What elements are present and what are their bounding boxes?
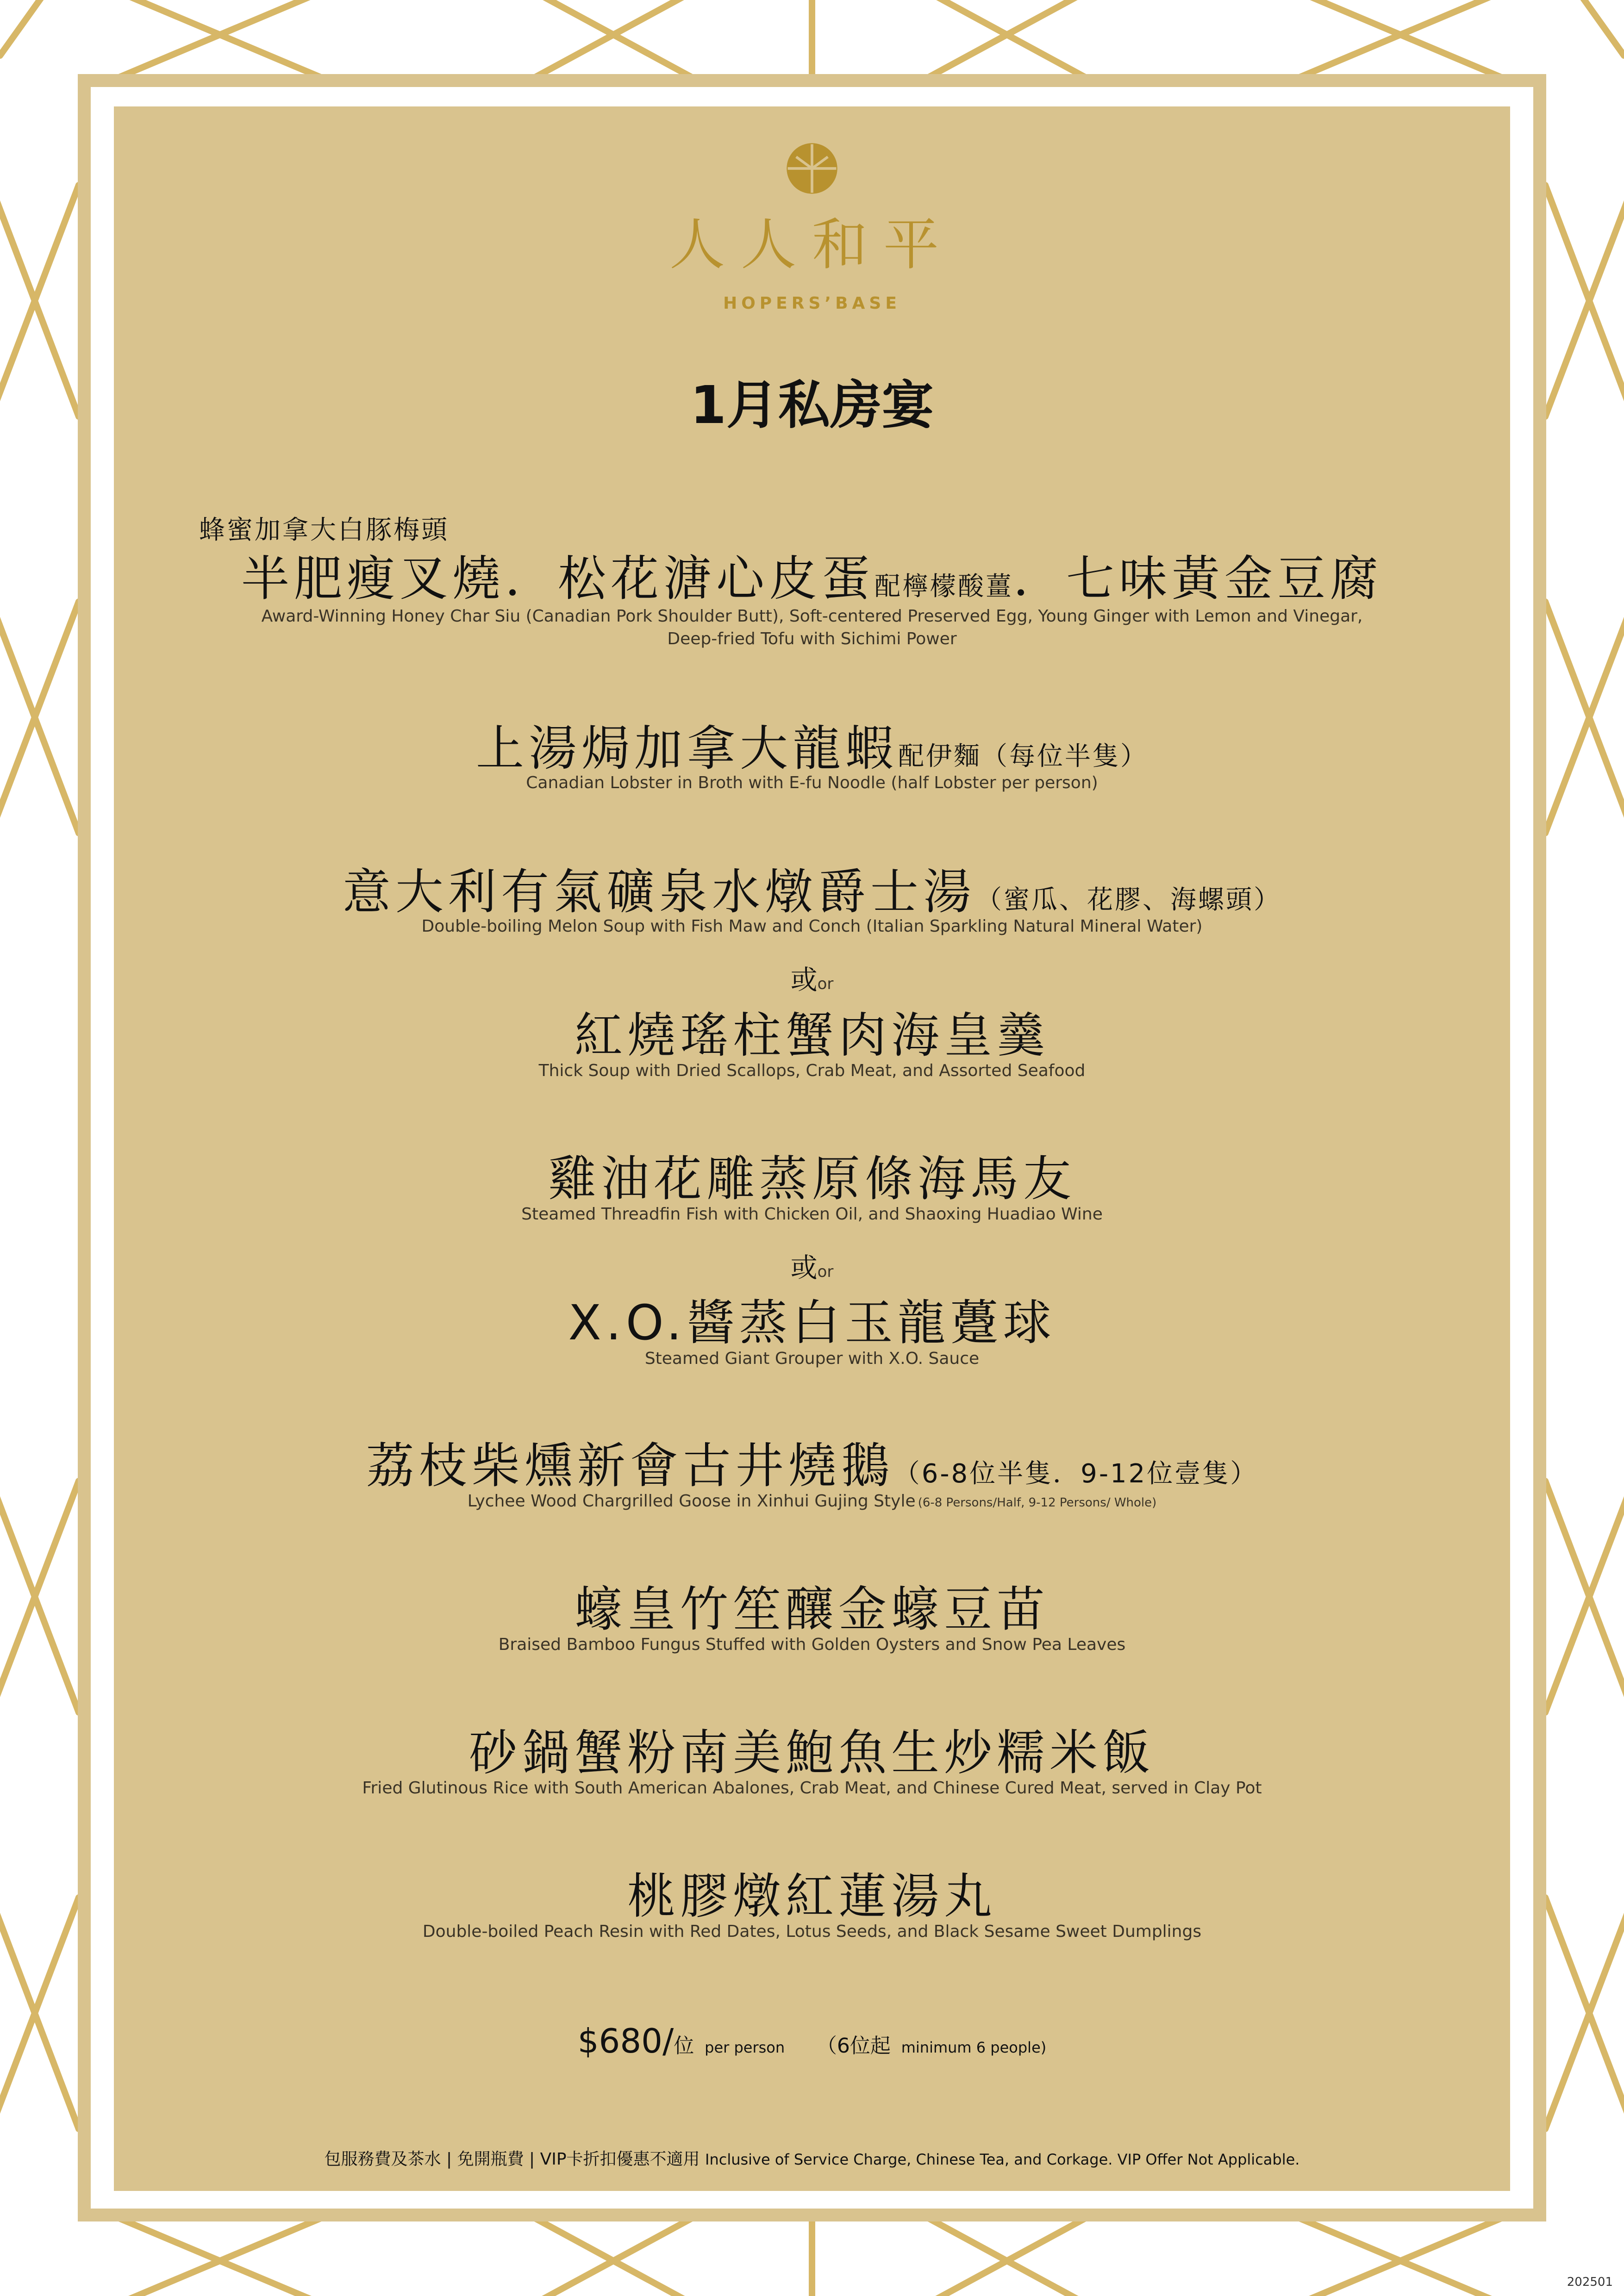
menu-title: 1月私房宴 — [690, 375, 934, 436]
footer-note-en: Inclusive of Service Charge, Chinese Tea, and Corkage. VIP Offer Not Applicable. — [705, 2151, 1300, 2168]
dish-name-zh: 荔枝柴燻新會古井燒鵝 — [366, 1437, 894, 1494]
dish-name-en: Steamed Threadfin Fish with Chicken Oil, and Shaoxing Huadiao Wine — [521, 1205, 1103, 1224]
footer-note — [0, 2151, 1624, 2168]
or-label-zh: 或 — [790, 1252, 818, 1283]
or-label-en: or — [817, 975, 834, 993]
dish-name-en-row — [0, 1490, 1624, 1513]
dish-name-en: Braised Bamboo Fungus Stuffed with Golden Oysters and Snow Pea Leaves — [498, 1635, 1126, 1654]
brand-name-zh: 人人和平 — [669, 213, 955, 277]
menu-item — [0, 550, 1624, 607]
menu-item — [0, 864, 1624, 920]
menu-item — [0, 720, 1624, 777]
dish-name-zh: 蠔皇竹笙釀金蠔豆苗 — [574, 1581, 1049, 1637]
dish-name-zh: 桃膠燉紅蓮湯丸 — [627, 1868, 997, 1924]
dish-note-zh: 配檸檬酸薑 — [874, 572, 1013, 602]
minimum-en: minimum 6 people) — [901, 2039, 1047, 2056]
brand-logo-icon — [786, 142, 838, 195]
dish-name-zh: 砂鍋蟹粉南美鮑魚生炒糯米飯 — [468, 1724, 1155, 1781]
or-label-zh: 或 — [790, 964, 818, 996]
footer-note-zh: 包服務費及茶水 | 免開瓶費 | VIP卡折扣優惠不適用 — [324, 2150, 700, 2169]
dish-name-en — [0, 605, 1624, 650]
dish-name-en: Double-boiled Peach Resin with Red Dates, Lotus Seeds, and Black Sesame Sweet Dumplings — [422, 1922, 1202, 1941]
dish-name-zh: 半肥瘦叉燒．松花溏心皮蛋 — [241, 550, 874, 607]
dish-name-zh: 意大利有氣礦泉水燉爵士湯 — [342, 864, 976, 920]
or-label-en: or — [817, 1263, 834, 1281]
price-unit-en: per person — [705, 2039, 785, 2056]
dish-note-zh: （6-8位半隻．9-12位壹隻） — [893, 1459, 1258, 1489]
dish-name-en: Steamed Giant Grouper with X.O. Sauce — [644, 1349, 980, 1368]
dish-note-en: (6-8 Persons/Half, 9-12 Persons/ Whole) — [918, 1496, 1157, 1510]
dish-name-zh: 紅燒瑤柱蟹肉海皇羹 — [574, 1007, 1049, 1064]
dish-name-en: Fried Glutinous Rice with South American Abalones, Crab Meat, and Chinese Cured Meat, served in Clay Pot — [362, 1779, 1262, 1798]
dish-name-en: Double-boiling Melon Soup with Fish Maw and Conch (Italian Sparkling Natural Mineral Water) — [421, 917, 1203, 936]
dish-name-en-line2: Deep-fried Tofu with Sichimi Power — [667, 629, 957, 648]
dish-name-en: Canadian Lobster in Broth with E-fu Noodle (half Lobster per person) — [526, 773, 1098, 792]
dish-name-zh: 上湯焗加拿大龍蝦 — [475, 720, 898, 777]
menu-item — [0, 1437, 1624, 1494]
dish-name-en: Thick Soup with Dried Scallops, Crab Meat, and Assorted Seafood — [538, 1061, 1086, 1080]
minimum-zh: （6位起 — [816, 2034, 891, 2058]
price-line — [0, 2024, 1624, 2058]
menu-code: 202501 — [1567, 2275, 1613, 2289]
brand-name-en: HOPERS’BASE — [723, 294, 901, 313]
dish-name-zh: X.O.醬蒸白玉龍躉球 — [568, 1294, 1056, 1351]
price-amount: $680/ — [577, 2022, 674, 2060]
dish-name-zh: 雞油花雕蒸原條海馬友 — [548, 1151, 1076, 1207]
dish-name-en: Lychee Wood Chargrilled Goose in Xinhui Gujing Style — [467, 1492, 916, 1511]
dish-note-zh: （蜜瓜、花膠、海螺頭） — [976, 885, 1281, 915]
dish-subtitle: 蜂蜜加拿大白豚梅頭 — [199, 515, 449, 545]
dish-note-zh: 配伊麵（每位半隻） — [898, 741, 1148, 772]
price-unit-zh: 位 — [674, 2034, 694, 2058]
dish-name-zh-2: ．七味黃金豆腐 — [1013, 550, 1383, 607]
dish-name-en-line1: Award-Winning Honey Char Siu (Canadian Pork Shoulder Butt), Soft-centered Preserved Egg, Young Ginger with Lemon and Vinegar, — [261, 607, 1363, 626]
or-divider — [0, 964, 1624, 996]
or-divider — [0, 1254, 1624, 1281]
